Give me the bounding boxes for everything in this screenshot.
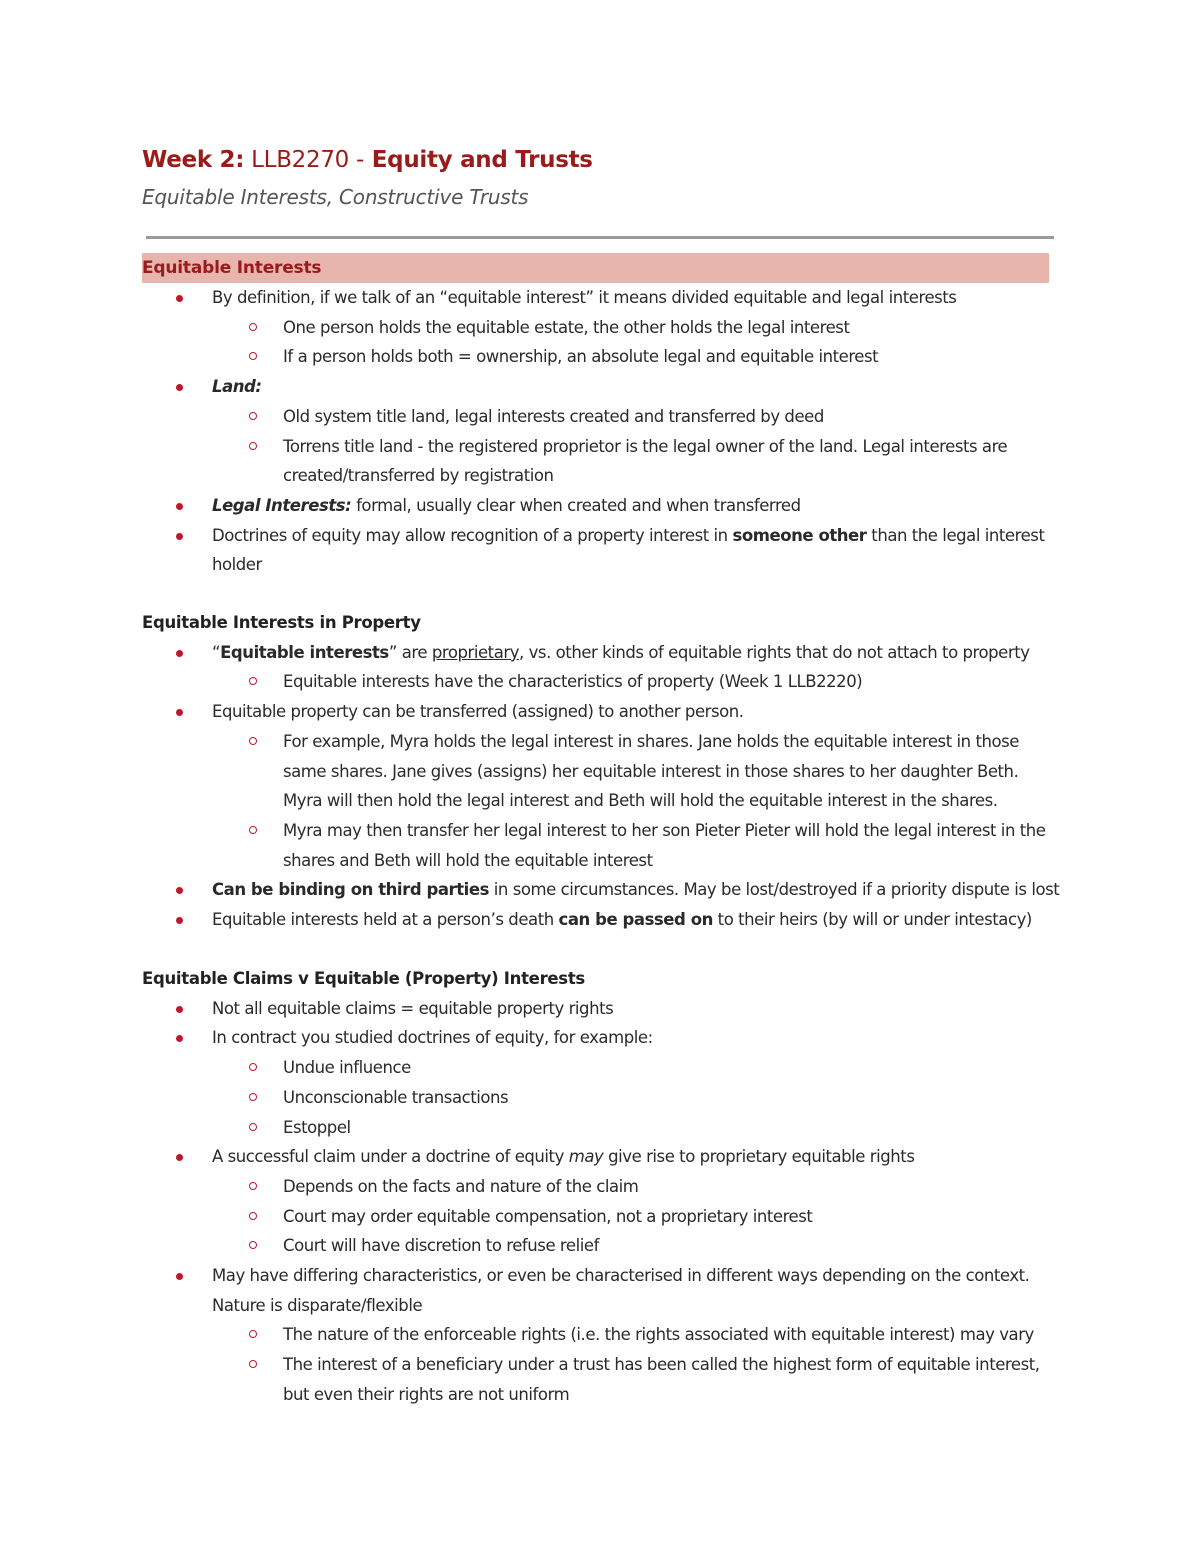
list-item-text: Depends on the facts and nature of the claim <box>283 1176 639 1196</box>
list-item <box>142 342 1062 372</box>
list-item-text: Unconscionable transactions <box>283 1087 509 1107</box>
list-item <box>142 1231 1062 1261</box>
list-item-text: ” are <box>388 642 432 662</box>
list-item-text: Equitable property can be transferred (assigned) to another person. <box>212 702 744 722</box>
list-item-text: One person holds the equitable estate, the other holds the legal interest <box>283 317 850 337</box>
list-item-text: If a person holds both = ownership, an absolute legal and equitable interest <box>283 347 879 367</box>
list-item-emphasis: can be passed on <box>558 910 713 930</box>
list-item-text: Equitable interests held at a person’s death <box>212 910 559 930</box>
list-item <box>142 1172 1062 1202</box>
list-item-text: A successful claim under a doctrine of equity <box>212 1147 569 1167</box>
list-item-emphasis: someone other <box>732 525 867 545</box>
list-item-text: Old system title land, legal interests created and transferred by deed <box>283 406 824 426</box>
list-item-text: than the legal interest <box>866 525 1045 545</box>
list-item-text: same shares. Jane gives (assigns) her equitable interest in those shares to her daughter Beth. <box>283 761 1019 781</box>
section-equitable-interests-in-property <box>142 608 1062 935</box>
list-item <box>142 1142 1062 1172</box>
list-item <box>142 1320 1062 1350</box>
list-item-emphasis: may <box>568 1147 604 1167</box>
title-course-code: LLB2270 - <box>244 147 365 173</box>
title-subject: Equity and Trusts <box>364 147 593 173</box>
list-item-text: Nature is disparate/flexible <box>212 1295 423 1315</box>
list-item-text: in some circumstances. May be lost/destroyed if a priority dispute is lost <box>488 880 1060 900</box>
list-item <box>142 1023 1062 1053</box>
list-item <box>142 372 1062 402</box>
list-item-text: For example, Myra holds the legal interest in shares. Jane holds the equitable interest in those <box>283 731 1019 751</box>
list-item-text: but even their rights are not uniform <box>283 1384 570 1404</box>
section-heading: Equitable Interests in Property <box>142 613 421 632</box>
bullet-list <box>142 283 1062 580</box>
list-item-text: formal, usually clear when created and when transferred <box>351 495 801 515</box>
list-item <box>142 1113 1062 1143</box>
section-heading-equitable-interests: Equitable Interests <box>142 258 322 278</box>
list-item <box>142 875 1062 905</box>
list-item-text: created/transferred by registration <box>283 466 554 486</box>
list-item-emphasis: Equitable interests <box>220 642 389 662</box>
page-title <box>142 142 1054 178</box>
list-item-text: The nature of the enforceable rights (i.e. the rights associated with equitable interest) may vary <box>283 1325 1034 1345</box>
list-item <box>142 1350 1062 1409</box>
list-item <box>142 521 1062 580</box>
list-item <box>142 1261 1062 1320</box>
list-item-text: give rise to proprietary equitable rights <box>603 1147 915 1167</box>
list-item-text: Court may order equitable compensation, not a proprietary interest <box>283 1206 813 1226</box>
list-item <box>142 667 1062 697</box>
list-item <box>142 727 1062 816</box>
list-item <box>142 905 1062 935</box>
list-item <box>142 697 1062 727</box>
list-item <box>142 432 1062 491</box>
list-item <box>142 313 1062 343</box>
list-item-text: “ <box>212 642 221 662</box>
list-item <box>142 402 1062 432</box>
list-item-text: Undue influence <box>283 1058 411 1078</box>
list-item <box>142 1202 1062 1232</box>
section-equitable-claims <box>142 964 1062 1410</box>
list-item-text: to their heirs (by will or under intestacy) <box>712 910 1032 930</box>
list-item-text: Myra may then transfer her legal interest to her son Pieter Pieter will hold the legal interest in the <box>283 820 1046 840</box>
list-item-text: holder <box>212 555 262 575</box>
list-item-text: Equitable interests have the characteristics of property (Week 1 LLB2220) <box>283 672 863 692</box>
list-item-text: , vs. other kinds of equitable rights that do not attach to property <box>519 642 1030 662</box>
list-item-text: shares and Beth will hold the equitable interest <box>283 850 653 870</box>
list-item-text: By definition, if we talk of an “equitable interest” it means divided equitable and legal interests <box>212 288 957 307</box>
list-item-text: Not all equitable claims = equitable property rights <box>212 998 614 1018</box>
list-item <box>142 491 1062 521</box>
list-item-text: Doctrines of equity may allow recognition of a property interest in <box>212 525 733 545</box>
horizontal-rule <box>146 236 1054 239</box>
list-item <box>142 283 1062 313</box>
bullet-list <box>142 638 1062 935</box>
list-item-underline: proprietary <box>431 642 520 662</box>
list-item-text: The interest of a beneficiary under a trust has been called the highest form of equitable interest, <box>283 1355 1040 1375</box>
document-page <box>142 142 1060 1404</box>
list-item-text: Estoppel <box>283 1117 351 1137</box>
list-item-text: In contract you studied doctrines of equity, for example: <box>212 1028 653 1048</box>
list-item-text: Land: <box>212 377 262 397</box>
bullet-list <box>142 994 1062 1410</box>
list-item-text: Torrens title land - the registered proprietor is the legal owner of the land. Legal interests are <box>283 436 1008 456</box>
list-item <box>142 1053 1062 1083</box>
list-item <box>142 994 1062 1024</box>
list-item <box>142 1083 1062 1113</box>
title-prefix: Week 2: <box>142 147 245 173</box>
page-subtitle: Equitable Interests, Constructive Trusts <box>142 185 529 209</box>
list-item-text: Court will have discretion to refuse relief <box>283 1236 599 1256</box>
section-heading: Equitable Claims v Equitable (Property) Interests <box>142 969 585 988</box>
section-equitable-interests <box>142 283 1062 580</box>
list-item <box>142 638 1062 668</box>
list-item <box>142 816 1062 875</box>
list-item-text: May have differing characteristics, or even be characterised in different ways depending on the context. <box>212 1266 1030 1286</box>
list-item-text: Myra will then hold the legal interest and Beth will hold the equitable interest in the shares. <box>283 791 998 811</box>
list-item-label: Legal Interests: <box>212 495 352 515</box>
list-item-emphasis: Can be binding on third parties <box>212 880 489 900</box>
